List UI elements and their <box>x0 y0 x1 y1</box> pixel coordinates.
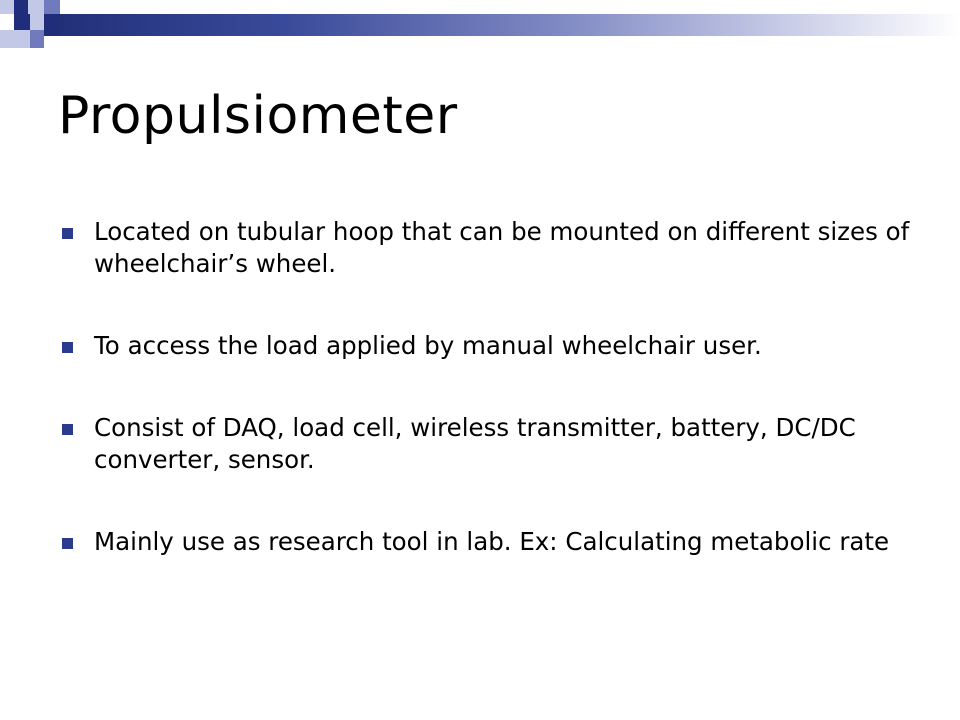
bullet-item <box>62 412 922 476</box>
slide-title: Propulsiometer <box>58 86 458 146</box>
decor-square <box>14 0 28 14</box>
decor-square <box>14 30 30 48</box>
bullet-text: Located on tubular hoop that can be mounted on different sizes of wheelchair’s wheel. <box>94 217 910 278</box>
bullet-item <box>62 526 922 558</box>
header-gradient-bar <box>60 14 960 36</box>
square-bullet-icon <box>62 538 73 549</box>
decor-square <box>44 14 60 36</box>
bullet-text: Mainly use as research tool in lab. Ex: Calculating metabolic rate <box>94 527 890 556</box>
decor-square <box>28 0 44 14</box>
bullet-item <box>62 216 922 280</box>
bullet-item <box>62 330 922 362</box>
bullet-text: To access the load applied by manual wheelchair user. <box>94 331 762 360</box>
decor-square <box>44 0 60 14</box>
square-bullet-icon <box>62 424 73 435</box>
bullet-text: Consist of DAQ, load cell, wireless transmitter, battery, DC/DC converter, sensor. <box>94 413 856 474</box>
decor-square <box>30 14 44 30</box>
decor-square <box>0 30 14 48</box>
square-bullet-icon <box>62 342 73 353</box>
square-bullet-icon <box>62 228 73 239</box>
decor-square <box>30 30 44 48</box>
decor-square <box>0 0 14 14</box>
decor-square <box>14 14 30 30</box>
bullet-list <box>62 216 922 608</box>
